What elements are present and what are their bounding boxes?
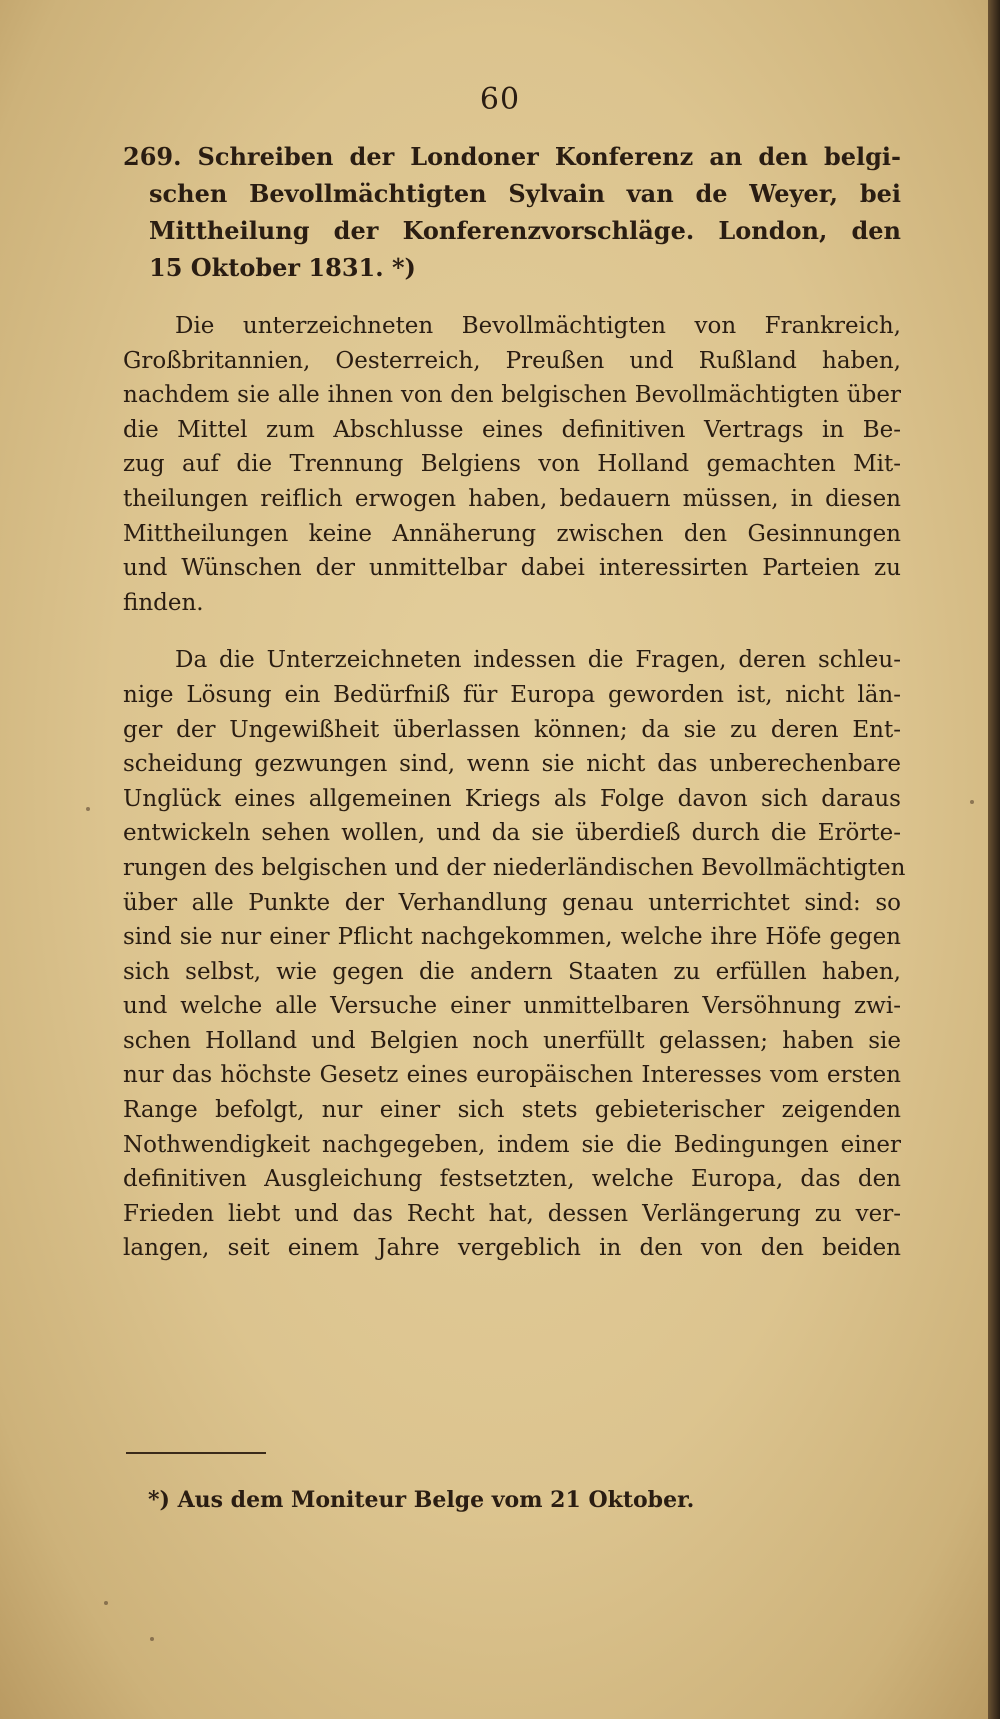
text-line: rungen des belgischen und der niederländischen Bevollmächtigten xyxy=(123,854,906,881)
text-line: und welche alle Versuche einer unmittelbaren Versöhnung zwi- xyxy=(123,993,901,1020)
text-line: ger der Ungewißheit überlassen können; da sie zu deren Ent- xyxy=(123,716,901,743)
text-line: und Wünschen der unmittelbar dabei interessirten Parteien zu xyxy=(123,555,901,582)
text-line: Die unterzeichneten Bevollmächtigten von Frankreich, xyxy=(175,313,901,339)
paper-speck xyxy=(970,800,974,804)
text-line: definitiven Ausgleichung festsetzten, welche Europa, das den xyxy=(123,1166,901,1193)
text-line: finden. xyxy=(123,589,204,616)
heading-line: 269. Schreiben der Londoner Konferenz an den belgi- xyxy=(123,142,901,171)
text-line: über alle Punkte der Verhandlung genau unterrichtet sind: so xyxy=(123,889,901,916)
text-line: sich selbst, wie gegen die andern Staaten zu erfüllen haben, xyxy=(123,958,901,985)
text-line: Range befolgt, nur einer sich stets gebieterischer zeigenden xyxy=(123,1097,901,1124)
text-line: Mittheilungen keine Annäherung zwischen den Gesinnungen xyxy=(123,520,901,547)
page-number: 60 xyxy=(479,82,521,117)
text-line: zug auf die Trennung Belgiens von Holland gemachten Mit- xyxy=(123,451,901,478)
heading-line: 15 Oktober 1831. *) xyxy=(149,253,416,282)
text-line: langen, seit einem Jahre vergeblich in den von den beiden xyxy=(123,1235,901,1262)
paragraph-1 xyxy=(123,309,901,620)
footnote: *) Aus dem Moniteur Belge vom 21 Oktober. xyxy=(148,1487,695,1513)
body-text xyxy=(123,309,906,1266)
text-line: entwickeln sehen wollen, und da sie überdieß durch die Erörte- xyxy=(123,820,901,847)
text-line: die Mittel zum Abschlusse eines definitiven Vertrags in Be- xyxy=(123,416,901,443)
text-line: Großbritannien, Oesterreich, Preußen und Rußland haben, xyxy=(123,347,901,374)
text-line: Da die Unterzeichneten indessen die Fragen, deren schleu- xyxy=(175,647,901,674)
paper-speck xyxy=(104,1601,108,1605)
document-heading xyxy=(123,138,901,286)
text-line: nachdem sie alle ihnen von den belgischen Bevollmächtigten über xyxy=(123,382,901,409)
paper-speck xyxy=(86,807,90,811)
paper-speck xyxy=(150,1637,154,1641)
text-line: Frieden liebt und das Recht hat, dessen Verlängerung zu ver- xyxy=(123,1200,901,1227)
paragraph-2 xyxy=(123,643,906,1266)
text-line: theilungen reiflich erwogen haben, bedauern müssen, in diesen xyxy=(123,485,901,512)
heading-line: schen Bevollmächtigten Sylvain van de Weyer, bei xyxy=(149,179,901,208)
footnote-divider xyxy=(126,1452,266,1454)
text-line: Nothwendigkeit nachgegeben, indem sie die Bedingungen einer xyxy=(123,1131,901,1158)
text-line: Unglück eines allgemeinen Kriegs als Folge davon sich daraus xyxy=(123,785,901,812)
text-line: nige Lösung ein Bedürfniß für Europa geworden ist, nicht län- xyxy=(123,681,901,708)
text-line: nur das höchste Gesetz eines europäischen Interesses vom ersten xyxy=(123,1062,901,1089)
text-line: sind sie nur einer Pflicht nachgekommen, welche ihre Höfe gegen xyxy=(123,924,901,951)
heading-line: Mittheilung der Konferenzvorschläge. London, den xyxy=(149,216,901,245)
text-line: schen Holland und Belgien noch unerfüllt gelassen; haben sie xyxy=(123,1027,901,1054)
text-line: scheidung gezwungen sind, wenn sie nicht das unberechenbare xyxy=(123,751,901,778)
page-edge xyxy=(988,0,1000,1719)
